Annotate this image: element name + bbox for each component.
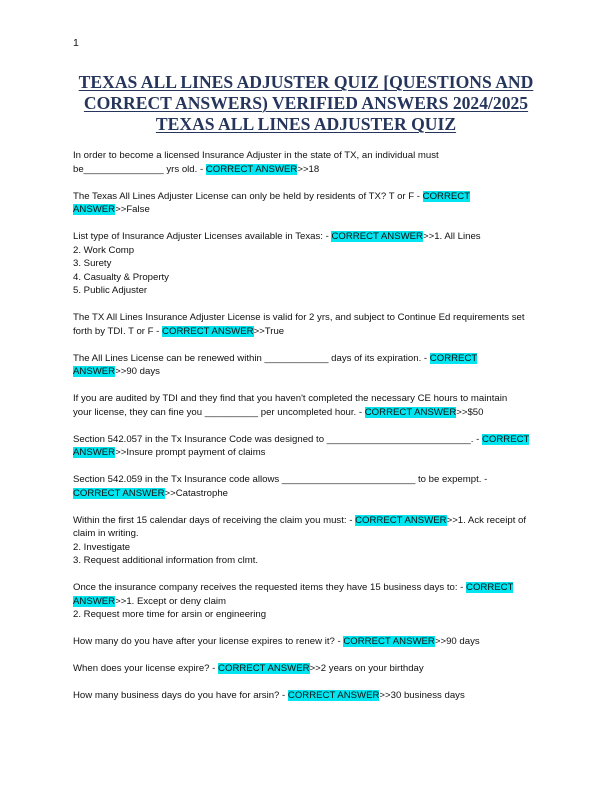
qa-line [73,689,545,703]
qa-item [73,311,545,338]
answer-highlight: CORRECT ANSWER [343,636,435,647]
qa-item [73,662,545,676]
qa-text: The TX All Lines Insurance Adjuster License is valid for 2 yrs, and subject to Continue Ed requirements set [73,312,525,323]
qa-line [73,514,545,528]
qa-text: 5. Public Adjuster [73,285,148,296]
answer-highlight: CORRECT ANSWER [218,663,310,674]
qa-text: >>1. Except or deny claim [115,595,227,607]
answer-highlight: CORRECT [481,433,530,445]
qa-line [73,190,545,204]
qa-text: The Texas All Lines Adjuster License can only be held by residents of TX? T or F - [73,190,423,202]
qa-text: If you are audited by TDI and they find that you haven't completed the necessary CE hours to maintain [73,393,508,404]
qa-text: forth by TDI. T or F - [73,325,163,337]
qa-item [73,473,545,500]
qa-text: >>False [115,204,150,215]
qa-line [73,163,545,177]
qa-text: 2. Investigate [73,541,131,553]
qa-line [73,284,545,298]
answer-highlight: ANSWER [73,366,116,377]
qa-text: 4. Casualty & Property [73,271,169,283]
qa-item [73,689,545,703]
qa-text: List type of Insurance Adjuster Licenses available in Texas: - [73,231,332,242]
qa-text: 2. Work Comp [73,244,135,256]
qa-text: >>90 days [115,366,160,377]
qa-line [73,257,545,271]
qa-text: your license, they can fine you __________ per uncompleted hour. - [73,406,365,418]
qa-text: >>True [253,325,285,337]
qa-item [73,352,545,379]
answer-highlight: ANSWER [73,447,116,458]
qa-text: In order to become a licensed Insurance Adjuster in the state of TX, an individual must [73,150,439,161]
qa-line [73,635,545,649]
qa-text: >>2 years on your birthday [309,663,424,674]
qa-text: >>Catastrophe [164,487,228,499]
qa-text: 3. Surety [73,258,112,269]
qa-text: How many business days do you have for arsin? - [73,690,288,701]
qa-line [73,554,545,568]
qa-item [73,230,545,298]
qa-line [73,662,545,676]
qa-line [73,608,545,622]
qa-line [73,244,545,258]
qa-text: 2. Request more time for arsin or engineering [73,609,267,620]
qa-text: >>1. Ack receipt of [446,514,527,526]
answer-highlight: CORRECT ANSWER [355,514,447,526]
qa-text: Section 542.057 in the Tx Insurance Code was designed to ___________________________. - [73,433,482,445]
qa-text: Once the insurance company receives the requested items they have 15 business days to: - [73,582,467,593]
qa-item [73,514,545,568]
qa-item [73,581,545,622]
answer-highlight: CORRECT ANSWER [287,690,380,701]
qa-line [73,203,545,217]
qa-text: >>90 days [434,636,480,647]
qa-line [73,325,545,339]
answer-highlight: CORRECT ANSWER [331,231,423,242]
qa-line [73,392,545,406]
qa-item [73,433,545,460]
answer-highlight: CORRECT [422,190,471,202]
qa-text: The All Lines License can be renewed within ____________ days of its expiration. - [73,352,430,364]
qa-line [73,365,545,379]
answer-highlight: ANSWER [73,595,116,607]
qa-text: How many do you have after your license expires to renew it? - [73,636,344,647]
qa-item [73,190,545,217]
qa-text: >>1. All Lines [422,231,481,242]
qa-line [73,149,545,163]
qa-text: be_______________ yrs old. - [73,163,206,175]
qa-text: >>18 [297,163,320,175]
qa-line [73,527,545,541]
answer-highlight: ANSWER [73,204,116,215]
qa-line [73,433,545,447]
qa-text: >>30 business days [379,690,465,701]
qa-text: Within the first 15 calendar days of receiving the claim you must: - [73,514,356,526]
qa-line [73,230,545,244]
qa-line [73,446,545,460]
qa-line [73,487,545,501]
answer-highlight: CORRECT ANSWER [73,487,165,499]
page-number: 1 [73,37,79,49]
answer-highlight: CORRECT ANSWER [364,406,457,418]
qa-text: When does your license expire? - [73,663,219,674]
answer-highlight: CORRECT ANSWER [162,325,254,337]
qa-text: 3. Request additional information from clmt. [73,555,259,566]
qa-line [73,581,545,595]
qa-text: >>Insure prompt payment of claims [115,447,266,458]
qa-line [73,352,545,366]
qa-line [73,595,545,609]
qa-line [73,406,545,420]
qa-line [73,271,545,285]
answer-highlight: CORRECT [466,582,514,593]
qa-text: >>$50 [456,406,484,418]
qa-text: claim in writing. [73,528,139,539]
answer-highlight: CORRECT ANSWER [205,163,298,175]
qa-item [73,392,545,419]
qa-list [73,149,545,716]
qa-line [73,541,545,555]
qa-line [73,473,545,487]
qa-text: Section 542.059 in the Tx Insurance code allows _________________________ to be expempt. - [73,474,488,485]
answer-highlight: CORRECT [429,352,478,364]
qa-item [73,149,545,176]
qa-line [73,311,545,325]
qa-item [73,635,545,649]
document-title: TEXAS ALL LINES ADJUSTER QUIZ [QUESTIONS AND CORRECT ANSWERS) VERIFIED ANSWERS 2024/2025 TEXAS ALL LINES ADJUSTER QUIZ [78,72,534,134]
